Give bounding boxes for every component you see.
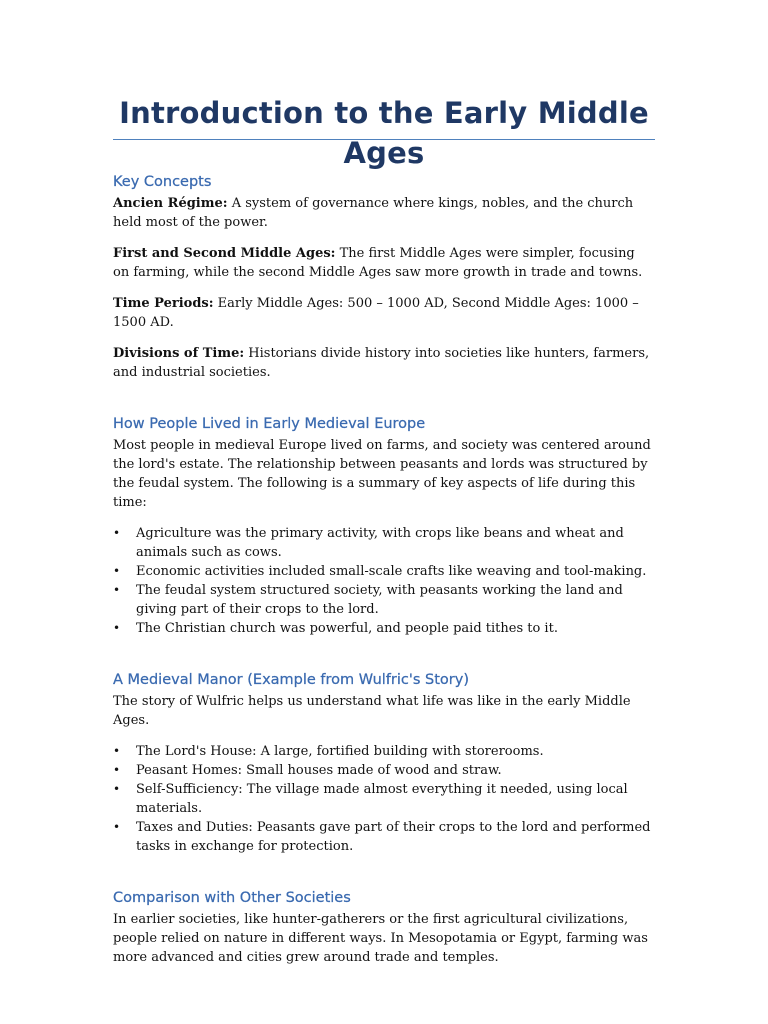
concept-paragraph xyxy=(113,344,655,382)
list-item xyxy=(113,742,655,761)
list-item xyxy=(113,619,655,638)
section-medieval-manor xyxy=(113,670,655,856)
list-item-text: Taxes and Duties: Peasants gave part of their crops to the lord and performed tasks in exchange for protection. xyxy=(136,820,651,854)
list-item-text: The Lord's House: A large, fortified building with storerooms. xyxy=(136,744,544,759)
concept-term: Time Periods: xyxy=(113,296,214,311)
concept-text: The first Middle Ages were simpler, focusing on farming, while the second Middle Ages saw more growth in trade and towns. xyxy=(113,246,643,280)
bullet-icon: • xyxy=(113,744,121,758)
bullet-icon: • xyxy=(113,564,121,578)
section-heading-medieval-manor: A Medieval Manor (Example from Wulfric's Story) xyxy=(113,672,469,688)
bullet-list xyxy=(113,742,655,856)
list-item xyxy=(113,780,655,818)
concept-term: Ancien Régime: xyxy=(113,196,228,211)
section-intro: The story of Wulfric helps us understand what life was like in the early Middle Ages. xyxy=(113,694,631,728)
list-item xyxy=(113,562,655,581)
bullet-icon: • xyxy=(113,621,121,635)
bullet-list xyxy=(113,524,655,638)
bullet-icon: • xyxy=(113,763,121,777)
section-key-concepts xyxy=(113,172,655,382)
concept-term: Divisions of Time: xyxy=(113,346,245,361)
list-item xyxy=(113,581,655,619)
concept-text: A system of governance where kings, nobles, and the church held most of the power. xyxy=(113,196,634,230)
concept-text: Early Middle Ages: 500 – 1000 AD, Second Middle Ages: 1000 – 1500 AD. xyxy=(113,296,639,330)
document-body xyxy=(113,172,655,967)
bullet-icon: • xyxy=(113,526,121,540)
section-paragraph: In earlier societies, like hunter-gatherers or the first agricultural civilizations, people relied on nature in different ways. In Mesopotamia or Egypt, farming was more advanced and cities grew around trade and temples. xyxy=(113,912,648,965)
list-item-text: Peasant Homes: Small houses made of wood and straw. xyxy=(136,763,502,778)
bullet-icon: • xyxy=(113,583,121,597)
section-how-people-lived xyxy=(113,414,655,638)
list-item-text: The Christian church was powerful, and people paid tithes to it. xyxy=(136,621,558,636)
concept-paragraph xyxy=(113,244,655,282)
page-title: Introduction to the Early Middle Ages xyxy=(119,96,649,170)
list-item-text: Self-Sufficiency: The village made almost everything it needed, using local materials. xyxy=(136,782,628,816)
bullet-icon: • xyxy=(113,820,121,834)
concept-paragraph xyxy=(113,294,655,332)
section-comparison xyxy=(113,888,655,967)
list-item-text: Agriculture was the primary activity, with crops like beans and wheat and animals such as cows. xyxy=(136,526,624,560)
list-item-text: Economic activities included small-scale crafts like weaving and tool-making. xyxy=(136,564,647,579)
section-heading-how-people-lived: How People Lived in Early Medieval Europe xyxy=(113,416,426,432)
list-item xyxy=(113,761,655,780)
bullet-icon: • xyxy=(113,782,121,796)
section-heading-key-concepts: Key Concepts xyxy=(113,174,212,190)
list-item xyxy=(113,818,655,856)
title-underline xyxy=(113,139,655,140)
concept-text: Historians divide history into societies like hunters, farmers, and industrial societies. xyxy=(113,346,650,380)
section-heading-comparison: Comparison with Other Societies xyxy=(113,890,351,906)
section-intro: Most people in medieval Europe lived on farms, and society was centered around the lord's estate. The relationship between peasants and lords was structured by the feudal system. The following is a summary of key aspects of life during this time: xyxy=(113,438,651,510)
concept-paragraph xyxy=(113,194,655,232)
list-item-text: The feudal system structured society, with peasants working the land and giving part of their crops to the lord. xyxy=(136,583,623,617)
concept-term: First and Second Middle Ages: xyxy=(113,246,336,261)
list-item xyxy=(113,524,655,562)
